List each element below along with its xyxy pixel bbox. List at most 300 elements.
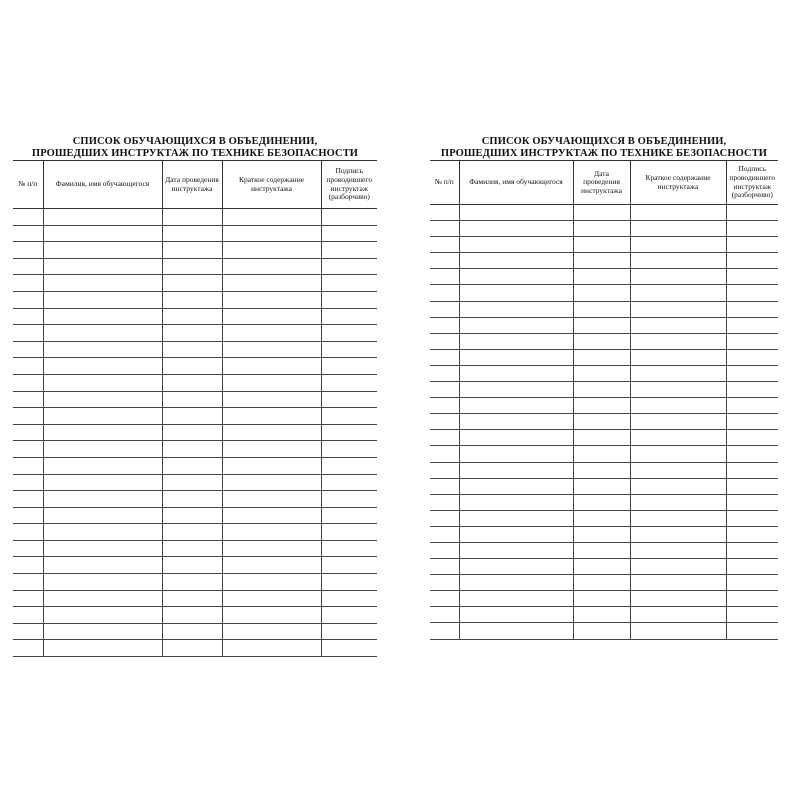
- table-row: [13, 607, 377, 624]
- table-cell: [726, 526, 778, 542]
- table-cell: [726, 494, 778, 510]
- table-cell: [573, 398, 630, 414]
- table-cell: [13, 308, 43, 325]
- table-row: [13, 557, 377, 574]
- table-cell: [43, 341, 162, 358]
- table-cell: [459, 398, 573, 414]
- table-cell: [321, 590, 377, 607]
- table-row: [13, 374, 377, 391]
- table-row: [13, 507, 377, 524]
- table-cell: [430, 349, 459, 365]
- table-cell: [13, 540, 43, 557]
- table-cell: [459, 237, 573, 253]
- table-cell: [726, 285, 778, 301]
- table-cell: [459, 559, 573, 575]
- table-cell: [162, 258, 222, 275]
- table-cell: [162, 209, 222, 226]
- table-cell: [162, 607, 222, 624]
- table-row: [13, 590, 377, 607]
- table-cell: [162, 524, 222, 541]
- table-cell: [459, 285, 573, 301]
- table-cell: [726, 349, 778, 365]
- table-cell: [430, 333, 459, 349]
- table-cell: [630, 398, 726, 414]
- table-row: [13, 325, 377, 342]
- table-cell: [321, 391, 377, 408]
- table-cell: [430, 510, 459, 526]
- table-cell: [43, 308, 162, 325]
- table-cell: [321, 308, 377, 325]
- table-cell: [43, 491, 162, 508]
- table-cell: [43, 540, 162, 557]
- table-cell: [321, 491, 377, 508]
- left-page: [13, 136, 377, 666]
- table-cell: [321, 341, 377, 358]
- table-cell: [726, 623, 778, 639]
- table-cell: [726, 301, 778, 317]
- table-row: [430, 237, 778, 253]
- table-cell: [630, 285, 726, 301]
- table-row: [430, 478, 778, 494]
- table-cell: [630, 478, 726, 494]
- table-row: [13, 242, 377, 259]
- table-cell: [43, 424, 162, 441]
- table-cell: [573, 301, 630, 317]
- table-row: [430, 398, 778, 414]
- table-row: [13, 408, 377, 425]
- table-cell: [13, 474, 43, 491]
- table-row: [430, 349, 778, 365]
- table-cell: [726, 253, 778, 269]
- table-cell: [459, 526, 573, 542]
- table-cell: [321, 325, 377, 342]
- col-header-date: Дата проведения инструктажа: [573, 161, 630, 205]
- table-cell: [630, 575, 726, 591]
- table-cell: [162, 275, 222, 292]
- table-cell: [430, 575, 459, 591]
- table-cell: [162, 623, 222, 640]
- table-cell: [430, 478, 459, 494]
- table-cell: [726, 542, 778, 558]
- table-cell: [13, 574, 43, 591]
- table-cell: [430, 446, 459, 462]
- table-cell: [459, 575, 573, 591]
- table-cell: [459, 333, 573, 349]
- table-cell: [222, 391, 321, 408]
- table-cell: [13, 242, 43, 259]
- table-cell: [430, 414, 459, 430]
- table-cell: [13, 640, 43, 657]
- table-cell: [321, 358, 377, 375]
- table-cell: [726, 478, 778, 494]
- table-cell: [726, 430, 778, 446]
- table-cell: [13, 623, 43, 640]
- table-cell: [459, 462, 573, 478]
- table-cell: [573, 333, 630, 349]
- table-row: [430, 623, 778, 639]
- table-cell: [459, 301, 573, 317]
- table-cell: [162, 457, 222, 474]
- table-cell: [459, 253, 573, 269]
- table-cell: [222, 574, 321, 591]
- table-row: [13, 491, 377, 508]
- table-cell: [573, 478, 630, 494]
- table-cell: [222, 374, 321, 391]
- table-cell: [430, 430, 459, 446]
- table-cell: [573, 510, 630, 526]
- table-cell: [726, 414, 778, 430]
- table-cell: [162, 424, 222, 441]
- table-cell: [459, 317, 573, 333]
- table-cell: [13, 507, 43, 524]
- instruction-table: [430, 160, 778, 640]
- table-cell: [13, 291, 43, 308]
- table-cell: [13, 408, 43, 425]
- table-cell: [430, 301, 459, 317]
- table-row: [430, 494, 778, 510]
- col-header-number: № п/п: [13, 161, 43, 209]
- table-cell: [573, 526, 630, 542]
- table-cell: [630, 382, 726, 398]
- table-row: [430, 253, 778, 269]
- table-cell: [321, 457, 377, 474]
- table-cell: [13, 590, 43, 607]
- table-cell: [321, 474, 377, 491]
- table-cell: [13, 258, 43, 275]
- table-row: [13, 441, 377, 458]
- table-row: [430, 542, 778, 558]
- table-row: [13, 341, 377, 358]
- table-cell: [573, 253, 630, 269]
- table-cell: [726, 398, 778, 414]
- table-cell: [43, 391, 162, 408]
- table-cell: [321, 557, 377, 574]
- table-cell: [321, 258, 377, 275]
- table-cell: [573, 382, 630, 398]
- table-row: [13, 209, 377, 226]
- table-cell: [459, 510, 573, 526]
- table-row: [430, 591, 778, 607]
- table-cell: [430, 462, 459, 478]
- table-cell: [222, 308, 321, 325]
- table-cell: [222, 623, 321, 640]
- table-cell: [162, 341, 222, 358]
- table-cell: [630, 365, 726, 381]
- table-cell: [459, 414, 573, 430]
- table-cell: [573, 462, 630, 478]
- table-cell: [459, 542, 573, 558]
- table-row: [13, 308, 377, 325]
- table-cell: [162, 474, 222, 491]
- table-cell: [573, 591, 630, 607]
- table-cell: [162, 491, 222, 508]
- table-row: [13, 275, 377, 292]
- table-cell: [162, 308, 222, 325]
- table-cell: [222, 424, 321, 441]
- table-cell: [13, 457, 43, 474]
- table-cell: [162, 574, 222, 591]
- table-cell: [162, 640, 222, 657]
- table-cell: [222, 607, 321, 624]
- table-cell: [13, 491, 43, 508]
- table-cell: [162, 540, 222, 557]
- table-cell: [13, 225, 43, 242]
- table-cell: [43, 358, 162, 375]
- table-row: [430, 462, 778, 478]
- table-cell: [459, 494, 573, 510]
- table-row: [430, 269, 778, 285]
- table-cell: [430, 237, 459, 253]
- col-header-signature: Подпись проводившего инструктаж (разборчиво): [321, 161, 377, 209]
- table-cell: [162, 291, 222, 308]
- table-cell: [321, 441, 377, 458]
- table-cell: [573, 607, 630, 623]
- table-cell: [13, 441, 43, 458]
- table-cell: [573, 205, 630, 221]
- table-cell: [459, 205, 573, 221]
- table-cell: [13, 275, 43, 292]
- title-line-1: СПИСОК ОБУЧАЮЩИХСЯ В ОБЪЕДИНЕНИИ,: [72, 136, 318, 147]
- col-header-summary: Краткое содержание инструктажа: [630, 161, 726, 205]
- table-cell: [630, 221, 726, 237]
- table-cell: [162, 590, 222, 607]
- table-cell: [573, 221, 630, 237]
- table-cell: [630, 623, 726, 639]
- table-cell: [573, 494, 630, 510]
- table-cell: [630, 349, 726, 365]
- table-cell: [430, 607, 459, 623]
- table-cell: [630, 301, 726, 317]
- table-cell: [162, 374, 222, 391]
- table-row: [430, 414, 778, 430]
- table-row: [430, 575, 778, 591]
- table-cell: [43, 623, 162, 640]
- table-cell: [13, 358, 43, 375]
- table-cell: [222, 358, 321, 375]
- table-cell: [459, 269, 573, 285]
- table-cell: [321, 242, 377, 259]
- table-cell: [222, 209, 321, 226]
- table-row: [430, 510, 778, 526]
- table-cell: [222, 557, 321, 574]
- col-header-signature: Подпись проводившего инструктаж (разборчиво): [726, 161, 778, 205]
- table-cell: [430, 221, 459, 237]
- table-row: [13, 457, 377, 474]
- table-cell: [630, 430, 726, 446]
- title-line-2: ПРОШЕДШИХ ИНСТРУКТАЖ ПО ТЕХНИКЕ БЕЗОПАСНОСТИ: [440, 148, 768, 159]
- table-cell: [430, 623, 459, 639]
- table-cell: [321, 225, 377, 242]
- table-cell: [43, 374, 162, 391]
- table-cell: [222, 242, 321, 259]
- table-cell: [222, 408, 321, 425]
- table-cell: [430, 494, 459, 510]
- table-cell: [321, 291, 377, 308]
- table-row: [13, 524, 377, 541]
- table-cell: [630, 607, 726, 623]
- table-cell: [573, 317, 630, 333]
- table-row: [430, 285, 778, 301]
- table-cell: [430, 285, 459, 301]
- table-cell: [573, 575, 630, 591]
- table-cell: [630, 205, 726, 221]
- table-cell: [726, 237, 778, 253]
- table-cell: [430, 591, 459, 607]
- table-cell: [321, 640, 377, 657]
- table-cell: [573, 446, 630, 462]
- page-title: [430, 136, 778, 160]
- table-cell: [222, 474, 321, 491]
- table-cell: [222, 291, 321, 308]
- table-cell: [459, 478, 573, 494]
- table-cell: [459, 446, 573, 462]
- table-cell: [13, 391, 43, 408]
- table-cell: [630, 559, 726, 575]
- table-cell: [222, 225, 321, 242]
- table-row: [13, 640, 377, 657]
- table-row: [13, 424, 377, 441]
- table-cell: [13, 374, 43, 391]
- right-page: [430, 136, 778, 641]
- table-cell: [13, 325, 43, 342]
- table-cell: [162, 441, 222, 458]
- table-cell: [321, 408, 377, 425]
- table-row: [430, 301, 778, 317]
- table-cell: [13, 557, 43, 574]
- table-cell: [630, 333, 726, 349]
- table-cell: [222, 540, 321, 557]
- title-line-1: СПИСОК ОБУЧАЮЩИХСЯ В ОБЪЕДИНЕНИИ,: [481, 136, 727, 147]
- table-cell: [630, 237, 726, 253]
- table-cell: [573, 269, 630, 285]
- table-row: [430, 333, 778, 349]
- col-header-name: Фамилия, имя обучающегося: [459, 161, 573, 205]
- table-cell: [573, 542, 630, 558]
- table-row: [430, 607, 778, 623]
- instruction-table: [13, 160, 377, 657]
- table-cell: [630, 446, 726, 462]
- table-cell: [321, 524, 377, 541]
- table-cell: [573, 430, 630, 446]
- col-header-date: Дата проведения инструктажа: [162, 161, 222, 209]
- table-cell: [459, 607, 573, 623]
- table-cell: [459, 382, 573, 398]
- table-cell: [459, 221, 573, 237]
- table-cell: [630, 462, 726, 478]
- table-cell: [43, 291, 162, 308]
- table-cell: [726, 333, 778, 349]
- table-row: [430, 526, 778, 542]
- table-cell: [726, 365, 778, 381]
- table-cell: [573, 349, 630, 365]
- table-cell: [459, 430, 573, 446]
- col-header-name: Фамилия, имя обучающегося: [43, 161, 162, 209]
- table-cell: [222, 275, 321, 292]
- table-cell: [573, 365, 630, 381]
- table-row: [13, 474, 377, 491]
- table-cell: [726, 269, 778, 285]
- col-header-summary: Краткое содержание инструктажа: [222, 161, 321, 209]
- table-cell: [459, 349, 573, 365]
- table-cell: [162, 242, 222, 259]
- table-cell: [222, 325, 321, 342]
- table-cell: [430, 317, 459, 333]
- table-cell: [43, 457, 162, 474]
- col-header-number: № п/п: [430, 161, 459, 205]
- table-cell: [430, 559, 459, 575]
- table-cell: [162, 408, 222, 425]
- table-row: [13, 540, 377, 557]
- table-cell: [13, 607, 43, 624]
- table-cell: [430, 542, 459, 558]
- table-row: [430, 205, 778, 221]
- table-row: [430, 221, 778, 237]
- table-row: [13, 623, 377, 640]
- table-row: [13, 391, 377, 408]
- table-cell: [162, 325, 222, 342]
- table-cell: [43, 574, 162, 591]
- table-cell: [430, 253, 459, 269]
- table-row: [430, 430, 778, 446]
- table-cell: [630, 591, 726, 607]
- table-cell: [459, 365, 573, 381]
- table-cell: [726, 607, 778, 623]
- table-cell: [630, 526, 726, 542]
- table-cell: [43, 590, 162, 607]
- table-cell: [726, 446, 778, 462]
- table-cell: [43, 258, 162, 275]
- table-row: [13, 225, 377, 242]
- table-cell: [573, 559, 630, 575]
- table-cell: [43, 640, 162, 657]
- table-cell: [630, 494, 726, 510]
- table-cell: [630, 269, 726, 285]
- table-cell: [726, 205, 778, 221]
- title-line-2: ПРОШЕДШИХ ИНСТРУКТАЖ ПО ТЕХНИКЕ БЕЗОПАСНОСТИ: [31, 148, 359, 159]
- table-cell: [222, 524, 321, 541]
- table-cell: [13, 524, 43, 541]
- table-row: [13, 358, 377, 375]
- table-cell: [43, 524, 162, 541]
- table-cell: [573, 285, 630, 301]
- table-cell: [222, 258, 321, 275]
- table-cell: [430, 269, 459, 285]
- table-cell: [13, 341, 43, 358]
- table-cell: [43, 507, 162, 524]
- table-cell: [162, 391, 222, 408]
- table-cell: [726, 221, 778, 237]
- table-cell: [43, 225, 162, 242]
- table-cell: [162, 557, 222, 574]
- table-cell: [630, 510, 726, 526]
- table-cell: [726, 591, 778, 607]
- table-cell: [43, 607, 162, 624]
- table-cell: [430, 398, 459, 414]
- table-cell: [726, 462, 778, 478]
- table-cell: [222, 640, 321, 657]
- table-cell: [321, 607, 377, 624]
- table-cell: [222, 341, 321, 358]
- table-cell: [430, 526, 459, 542]
- table-cell: [321, 540, 377, 557]
- table-cell: [726, 559, 778, 575]
- table-cell: [321, 574, 377, 591]
- table-cell: [630, 317, 726, 333]
- table-cell: [321, 275, 377, 292]
- table-cell: [222, 491, 321, 508]
- table-row: [13, 258, 377, 275]
- table-row: [430, 446, 778, 462]
